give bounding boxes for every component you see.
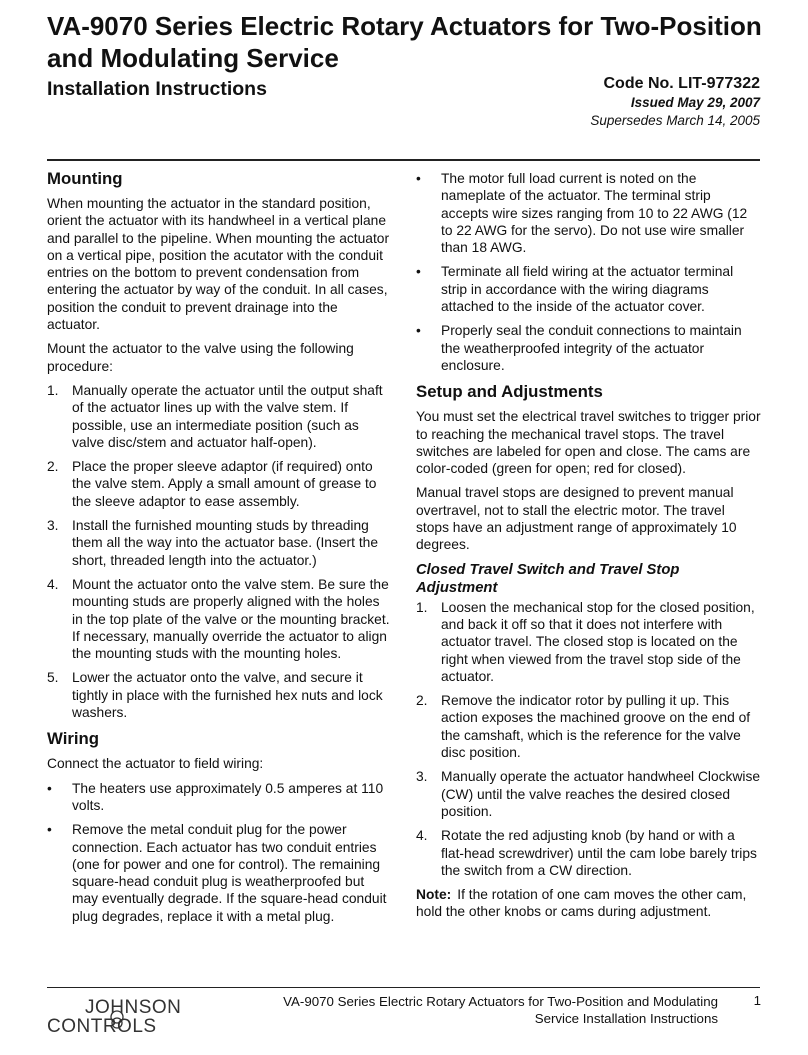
footer-divider bbox=[47, 987, 760, 988]
mounting-paragraph-1: When mounting the actuator in the standard position, orient the actuator with its handwheel in a vertical plane and parallel to the pipeline. When mounting the actuator on a vertical pipe, position the acutator with the conduit entries on the bottom to prevent condensation from entering the actuator by way of the conduit. In all cases, position the conduit to prevent drainage into the actuator. bbox=[47, 196, 390, 333]
bullet-text: The heaters use approximately 0.5 amperes at 110 volts. bbox=[72, 780, 384, 813]
step-number: 4. bbox=[416, 828, 428, 844]
issued-date: Issued May 29, 2007 bbox=[630, 95, 760, 110]
step-number: 1. bbox=[416, 599, 428, 615]
step-number: 2. bbox=[416, 693, 428, 709]
mounting-paragraph-2: Mount the actuator to the valve using the following procedure: bbox=[47, 341, 354, 374]
step-text: Loosen the mechanical stop for the closed position, and back it off so that it does not interfere with actuator travel. The closed stop is located on the right when viewed from the travel stop side of the actuator. bbox=[441, 599, 755, 684]
setup-step bbox=[416, 599, 761, 685]
logo-text-johnson: JOHNSON bbox=[85, 997, 182, 1018]
setup-step bbox=[416, 827, 761, 879]
step-text: Rotate the red adjusting knob (by hand or with a flat-head screwdriver) until the cam lobe barely trips the switch from a CW direction. bbox=[441, 828, 757, 878]
step-text: Remove the indicator rotor by pulling it up. This action exposes the machined groove on the end of the camshaft, which is the reference for the valve disc position. bbox=[441, 693, 751, 761]
header-divider bbox=[47, 159, 760, 161]
step-number: 3. bbox=[416, 769, 428, 785]
bullet-icon: • bbox=[47, 780, 52, 796]
left-column bbox=[47, 168, 392, 932]
step-text: Manually operate the actuator handwheel Clockwise (CW) until the valve reaches the desired closed position. bbox=[441, 769, 761, 819]
step-text: Lower the actuator onto the valve, and secure it tightly in place with the furnished hex nuts and lock washers. bbox=[72, 670, 383, 721]
wiring-bullet bbox=[47, 821, 392, 925]
wiring-bullet bbox=[416, 170, 761, 256]
step-number: 1. bbox=[47, 382, 59, 398]
bullet-text: Remove the metal conduit plug for the power connection. Each actuator has two conduit entries (one for power and one for control). The remaining square-head conduit plug is weatherproofed but may eventually degrade. If the square-head conduit plug degrades, replace it with a metal plug. bbox=[72, 822, 387, 924]
document-subtitle: Installation Instructions bbox=[47, 78, 267, 100]
mounting-step bbox=[47, 576, 392, 662]
step-number: 4. bbox=[47, 576, 59, 592]
right-column bbox=[416, 170, 761, 928]
mounting-heading: Mounting bbox=[47, 169, 123, 188]
mounting-step bbox=[47, 458, 392, 510]
logo-text-controls: CONTROLS bbox=[47, 1016, 157, 1035]
wiring-intro: Connect the actuator to field wiring: bbox=[47, 756, 264, 772]
note-text: If the rotation of one cam moves the other cam, hold the other knobs or cams during adjustment. bbox=[416, 887, 747, 920]
code-number: Code No. LIT-977322 bbox=[603, 75, 760, 92]
setup-paragraph-1: You must set the electrical travel switches to trigger prior to reaching the mechanical travel stops. The travel switches are labeled for open and close. The cams are color-coded (green for open; red for closed). bbox=[416, 409, 761, 477]
mounting-step bbox=[47, 382, 392, 451]
document-code-block bbox=[590, 74, 760, 130]
footer-title: VA-9070 Series Electric Rotary Actuators for Two-Position and Modulating Service Installation Instructions bbox=[283, 994, 718, 1026]
johnson-controls-logo bbox=[47, 995, 217, 1035]
step-text: Place the proper sleeve adaptor (if required) onto the valve stem. Apply a small amount of grease to the sleeve adaptor to ease assembly. bbox=[72, 459, 377, 509]
bullet-icon: • bbox=[416, 171, 421, 186]
note-label: Note: bbox=[416, 887, 452, 903]
wiring-bullet bbox=[416, 263, 761, 315]
bullet-icon: • bbox=[47, 822, 52, 838]
bullet-text: Properly seal the conduit connections to maintain the weatherproofed integrity of the actuator enclosure. bbox=[441, 323, 742, 373]
setup-step bbox=[416, 692, 761, 761]
bullet-text: The motor full load current is noted on the nameplate of the actuator. The terminal strip accepts wire sizes ranging from 10 to 22 AWG (12 to 22 AWG for the servo). Do not use wire smaller than 18 AWG. bbox=[441, 171, 748, 256]
wiring-heading: Wiring bbox=[47, 729, 100, 749]
step-text: Mount the actuator onto the valve stem. Be sure the mounting studs are properly aligned with the holes in the top plate of the valve or the mounting bracket. If necessary, manually override the actuator to align the mounting studs with the mounting holes. bbox=[72, 576, 390, 662]
wiring-bullet bbox=[47, 780, 392, 815]
page-number: 1 bbox=[753, 993, 761, 1008]
step-text: Manually operate the actuator until the output shaft of the actuator lines up with the valve stem. If possible, use an intermediate position (such as valve disc/stem and actuator half-open). bbox=[72, 382, 383, 450]
step-number: 5. bbox=[47, 670, 59, 686]
closed-travel-subheading: Closed Travel Switch and Travel Stop Adjustment bbox=[416, 561, 680, 596]
mounting-step bbox=[47, 669, 392, 721]
document-title: VA-9070 Series Electric Rotary Actuators for Two-Position and Modulating Service bbox=[47, 11, 762, 73]
bullet-text: Terminate all field wiring at the actuator terminal strip in accordance with the wiring diagrams attached to the inside of the actuator cover. bbox=[441, 264, 734, 315]
step-number: 3. bbox=[47, 518, 59, 534]
setup-paragraph-2: Manual travel stops are designed to prevent manual overtravel, not to stall the electric motor. The travel stops have an adjustment range of approximately 10 degrees. bbox=[416, 485, 737, 553]
adjustment-note bbox=[416, 886, 761, 921]
setup-step bbox=[416, 768, 761, 820]
step-number: 2. bbox=[47, 459, 59, 475]
setup-heading: Setup and Adjustments bbox=[416, 382, 603, 402]
wiring-bullet bbox=[416, 322, 761, 374]
bullet-icon: • bbox=[416, 264, 421, 280]
bullet-icon: • bbox=[416, 323, 421, 339]
mounting-step bbox=[47, 517, 392, 569]
supersedes-date: Supersedes March 14, 2005 bbox=[590, 113, 760, 128]
step-text: Install the furnished mounting studs by threading them all the way into the actuator base. (Insert the short, threaded length into the actuator.) bbox=[72, 518, 378, 568]
